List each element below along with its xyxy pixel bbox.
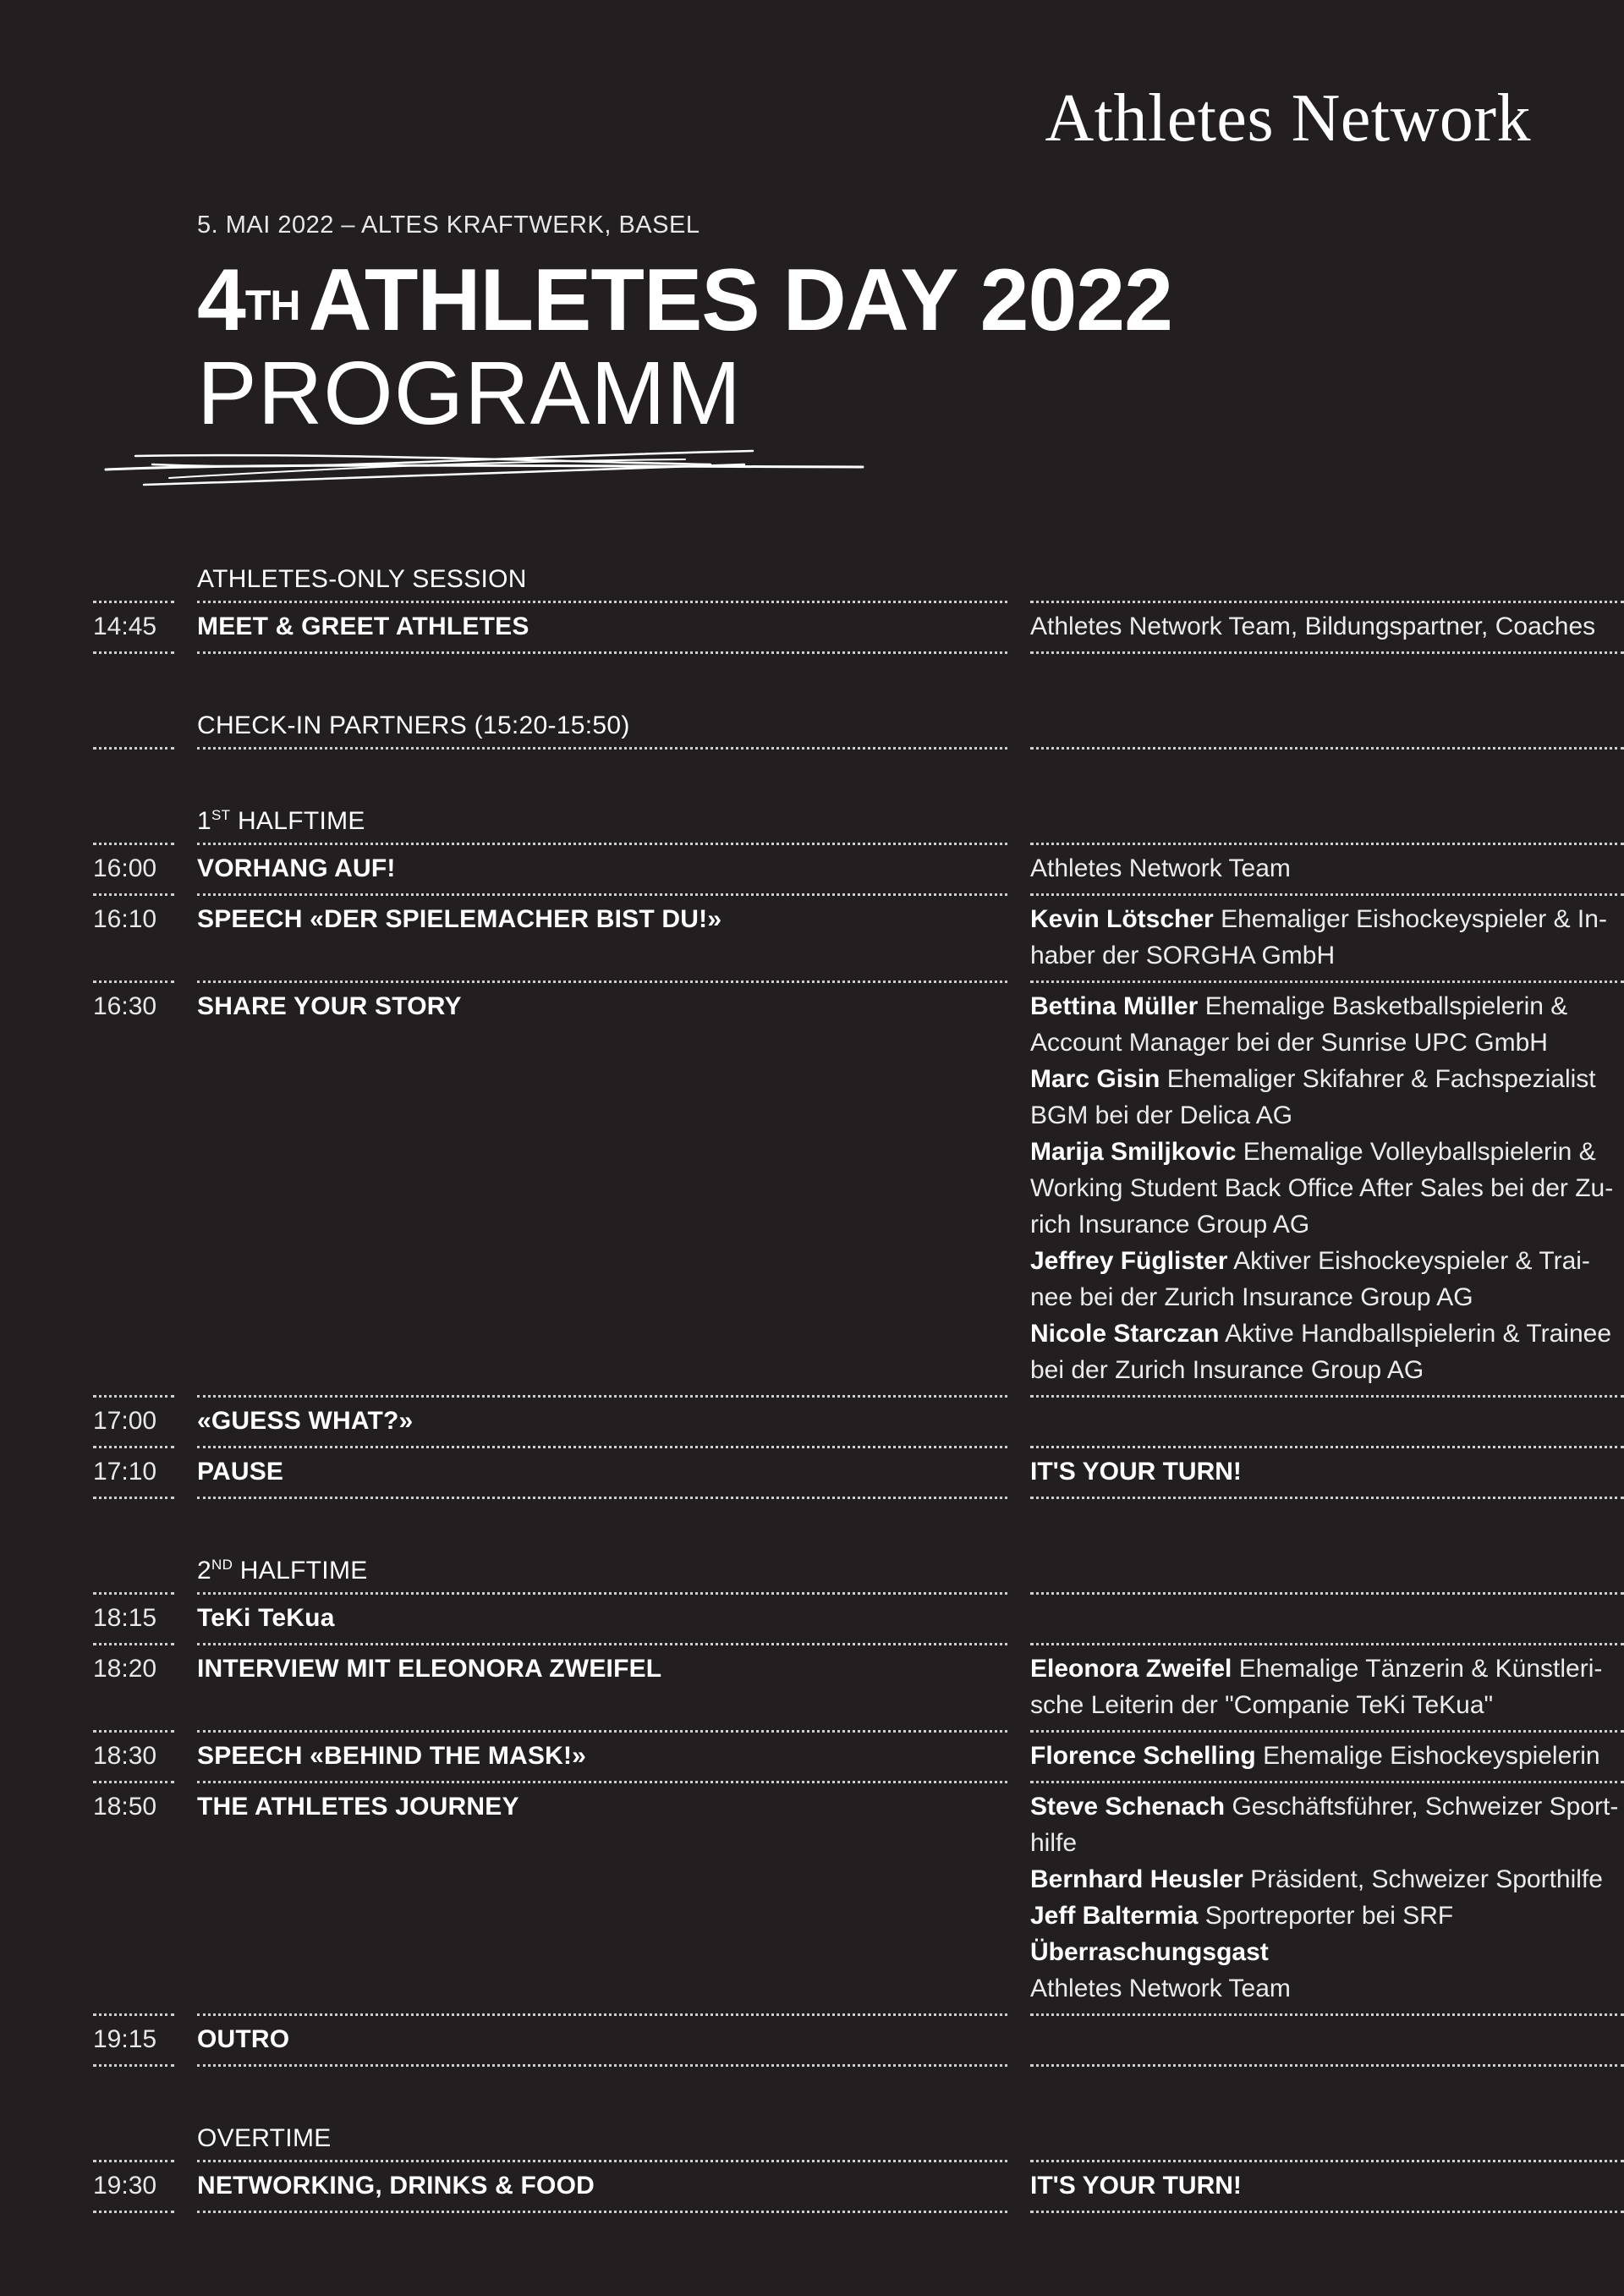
speaker-name: Bettina Müller [1030,992,1199,1020]
schedule-row [93,1446,1624,1499]
speaker-name: Eleonora Zweifel [1030,1655,1232,1683]
row-time: 16:10 [93,893,174,980]
row-speakers [1030,843,1624,893]
speaker-line [1030,1279,1624,1316]
speaker-line [1030,1024,1624,1061]
section-title: HALFTIME [237,807,365,835]
speaker-role: nee bei der Zurich Insurance Group AG [1030,1283,1473,1311]
row-speakers [1030,2013,1624,2067]
speaker-name: Florence Schelling [1030,1742,1256,1770]
row-time: 18:30 [93,1730,174,1781]
speaker-line [1030,1453,1624,1490]
speaker-role: Athletes Network Team [1030,854,1291,882]
speaker-role: Ehemaliger Eishockeyspieler & In- [1213,905,1607,933]
speaker-name: Kevin Lötscher [1030,905,1214,933]
section-ordinal-suffix: ST [211,807,231,823]
row-time: 18:50 [93,1781,174,2013]
program-section [93,1550,1619,2067]
speaker-name: Nicole Starczan [1030,1320,1220,1348]
row-time: 16:30 [93,980,174,1395]
schedule-row [93,1730,1624,1781]
speaker-role: Working Student Back Office After Sales bei der Zu- [1030,1174,1614,1202]
section-name [197,2124,1007,2160]
row-time: 19:30 [93,2160,174,2213]
section-ordinal: 1 [197,807,211,835]
program-schedule [93,558,1619,2264]
speaker-role: Geschäftsführer, Schweizer Sport- [1225,1793,1619,1821]
speaker-name: Steve Schenach [1030,1793,1226,1821]
header [197,211,1172,441]
schedule-row [93,843,1624,893]
program-section [93,705,1531,750]
event-date-location: 5. MAI 2022 – ALTES KRAFTWERK, BASEL [197,211,700,239]
row-program-item: MEET & GREET ATHLETES [197,601,1007,654]
speaker-name: Jeff Baltermia [1030,1902,1199,1930]
schedule-row [93,1643,1624,1730]
section-name [197,565,1007,601]
row-speakers [1030,1395,1624,1446]
speaker-role: Ehemalige Eishockeyspielerin [1255,1742,1600,1770]
row-time [93,747,174,750]
row-speakers [1030,1730,1624,1781]
athletes-network-logo: Athletes Network [1045,81,1531,156]
speaker-name: IT'S YOUR TURN! [1030,1458,1242,1486]
program-heading: PROGRAMM [197,343,742,443]
title-ordinal: 4 [197,251,245,349]
title-main: ATHLETES DAY 2022 [308,251,1172,349]
row-program-item: VORHANG AUF! [197,843,1007,893]
speaker-role: Ehemalige Tänzerin & Künstleri- [1232,1655,1603,1683]
scribble-underline [102,427,880,491]
speaker-line [1030,1651,1624,1687]
section-name [197,807,1007,843]
speaker-name: Jeffrey Füglister [1030,1247,1228,1275]
speaker-line [1030,1134,1624,1170]
speaker-line [1030,1687,1624,1723]
row-speakers [1030,747,1624,750]
speaker-line [1030,1934,1624,1970]
speaker-role: Athletes Network Team [1030,1975,1291,2002]
speaker-name: IT'S YOUR TURN! [1030,2172,1242,2200]
speaker-role: rich Insurance Group AG [1030,1211,1310,1239]
speaker-line [1030,2167,1624,2204]
section-header [93,800,1531,843]
speaker-role: sche Leiterin der "Companie TeKi TeKua" [1030,1691,1494,1719]
row-speakers [1030,601,1624,654]
speaker-role: Aktive Handballspielerin & Trainee [1219,1320,1612,1348]
row-time: 14:45 [93,601,174,654]
row-program-item [197,747,1007,750]
section-title: OVERTIME [197,2124,332,2152]
row-program-item: THE ATHLETES JOURNEY [197,1781,1007,2013]
speaker-name: Marija Smiljkovic [1030,1138,1237,1166]
speaker-name: Überraschungsgast [1030,1938,1269,1966]
speaker-name: Bernhard Heusler [1030,1865,1243,1893]
schedule-row [93,601,1624,654]
speaker-line [1030,1352,1624,1388]
section-header [93,1550,1531,1592]
section-ordinal-suffix: ND [211,1557,233,1573]
speaker-role: Präsident, Schweizer Sporthilfe [1243,1865,1603,1893]
section-name [197,1557,1007,1592]
row-program-item: SHARE YOUR STORY [197,980,1007,1395]
row-speakers [1030,2160,1624,2213]
speaker-role: BGM bei der Delica AG [1030,1101,1293,1129]
speaker-line [1030,1861,1624,1898]
speaker-role: haber der SORGHA GmbH [1030,942,1336,969]
row-speakers [1030,1592,1624,1643]
program-section [93,558,1596,654]
schedule-row [93,1781,1624,2013]
speaker-line [1030,850,1624,887]
row-program-item: TeKi TeKua [197,1592,1007,1643]
speaker-role: bei der Zurich Insurance Group AG [1030,1356,1424,1384]
row-program-item: SPEECH «BEHIND THE MASK!» [197,1730,1007,1781]
speaker-line [1030,1206,1624,1243]
program-section [93,800,1614,1499]
row-time: 19:15 [93,2013,174,2067]
speaker-role: Athletes Network Team, Bildungspartner, Coaches [1030,612,1596,640]
row-program-item: SPEECH «DER SPIELEMACHER BIST DU!» [197,893,1007,980]
schedule-row [93,1395,1624,1446]
speaker-line [1030,988,1624,1024]
speaker-line [1030,1097,1624,1134]
speaker-line [1030,1316,1624,1352]
section-title: CHECK-IN PARTNERS (15:20-15:50) [197,711,630,739]
speaker-line [1030,1738,1624,1774]
speaker-role: Ehemaliger Skifahrer & Fachspezialist [1160,1065,1596,1093]
row-program-item: PAUSE [197,1446,1007,1499]
row-time: 16:00 [93,843,174,893]
speaker-line [1030,937,1624,974]
row-speakers [1030,1781,1624,2013]
speaker-line [1030,1243,1624,1279]
speaker-role: Sportreporter bei SRF [1198,1902,1454,1930]
speaker-role: Ehemalige Basketballspielerin & [1198,992,1568,1020]
speaker-line [1030,1061,1624,1097]
schedule-row [93,1592,1624,1643]
row-program-item: OUTRO [197,2013,1007,2067]
speaker-line [1030,901,1624,937]
schedule-row [93,893,1624,980]
row-program-item: NETWORKING, DRINKS & FOOD [197,2160,1007,2213]
speaker-role: Aktiver Eishockeyspieler & Trai- [1227,1247,1590,1275]
speaker-role: Account Manager bei der Sunrise UPC GmbH [1030,1029,1548,1057]
schedule-row [93,980,1624,1395]
row-time: 17:00 [93,1395,174,1446]
row-time: 18:20 [93,1643,174,1730]
section-title: HALFTIME [239,1557,368,1585]
section-header [93,558,1531,601]
row-speakers [1030,1446,1624,1499]
speaker-line [1030,1970,1624,2007]
schedule-row [93,2160,1624,2213]
section-name [197,711,1007,747]
speaker-line [1030,1898,1624,1934]
speaker-name: Marc Gisin [1030,1065,1160,1093]
row-speakers [1030,980,1624,1395]
speaker-line [1030,1825,1624,1861]
row-speakers [1030,893,1624,980]
title-ordinal-suffix: TH [244,282,300,329]
section-title: ATHLETES-ONLY SESSION [197,565,527,593]
schedule-row [93,2013,1624,2067]
event-title [197,251,1172,349]
row-time: 18:15 [93,1592,174,1643]
section-ordinal: 2 [197,1557,211,1585]
row-program-item: INTERVIEW MIT ELEONORA ZWEIFEL [197,1643,1007,1730]
speaker-line [1030,608,1624,645]
speaker-line [1030,1788,1624,1825]
section-header [93,2117,1531,2160]
row-time: 17:10 [93,1446,174,1499]
section-header [93,705,1531,747]
speaker-role: Ehemalige Volleyballspielerin & [1236,1138,1596,1166]
row-program-item: «GUESS WHAT?» [197,1395,1007,1446]
schedule-row [93,747,1624,750]
row-speakers [1030,1643,1624,1730]
speaker-role: hilfe [1030,1829,1078,1857]
speaker-line [1030,1170,1624,1206]
program-section [93,2117,1531,2213]
